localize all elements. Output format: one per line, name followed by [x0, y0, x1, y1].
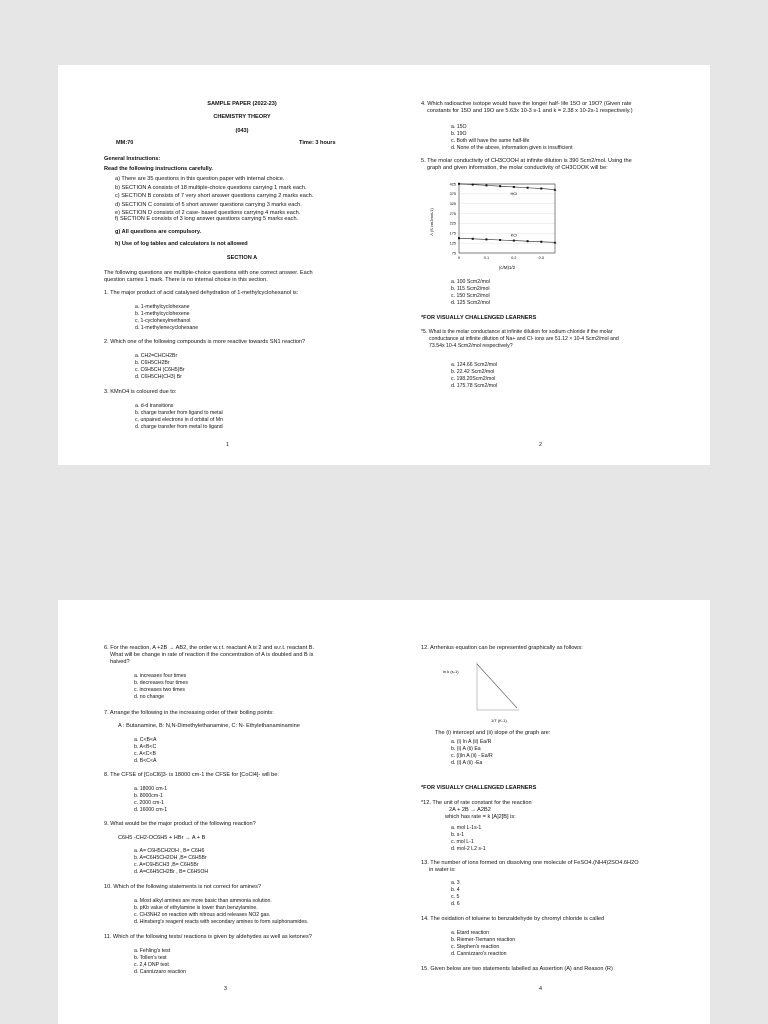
page-number: 2: [539, 442, 542, 448]
option: c. 5: [451, 893, 460, 900]
question-5-alt: 73.54x 10-4 Scm2/mol respectively?: [429, 343, 513, 349]
y-tick-label: 275: [449, 211, 456, 216]
question-3-options: [135, 403, 223, 430]
page-number: 4: [539, 986, 542, 992]
option: a. 100 Scm2/mol: [451, 279, 490, 285]
question-15: 15. Given below are two statements labelled as Assertion (A) and Reason (R): [421, 966, 613, 972]
arrhenius-line: [477, 664, 517, 708]
option: d. Cannizzaro's reaction: [451, 950, 507, 957]
instruction-item: g) All questions are compulsory.: [115, 229, 202, 236]
option: a. 1-methylcyclohexane: [135, 304, 190, 310]
y-tick-label: 125: [449, 241, 456, 246]
option: a. increases four times: [134, 673, 187, 679]
question-8: 8. The CFSE of [CoCl6]3- is 18000 cm-1 the CFSE for [CoCl4]- will be:: [104, 772, 279, 778]
option: b. 22.42 Scm2/mol: [451, 368, 495, 375]
option: b. charge transfer from ligand to metal: [135, 409, 223, 416]
option: c. CH3NH2 on reaction with nitrous acid releases NO2 gas.: [134, 911, 271, 918]
option: c. unpaired electrons in d orbital of Mn: [135, 416, 223, 423]
question-4: 4. Which radioactive isotope would have the longer half- life 15O or 19O? (Given rate: [421, 101, 632, 107]
page-number: 1: [226, 442, 229, 448]
option: d. 175.78 Scm2/mol: [451, 382, 498, 389]
x-axis-label: (c/M)1/2: [498, 265, 516, 270]
instruction-item: a) There are 35 questions in this question paper with internal choice.: [115, 176, 285, 182]
option: b. A<B<C: [134, 743, 157, 750]
question-12-alt: 2A + 2B → A2B2: [449, 807, 491, 813]
option: b. C6H5CH2Br: [135, 359, 170, 366]
x-tick-label: 0.1: [483, 256, 490, 260]
option: a. CH2=CHCH2Br: [135, 353, 178, 359]
x-tick-label: 0.3: [538, 256, 544, 260]
data-point: [472, 238, 474, 240]
question-5-alt: *5. What is the molar conductance at infinite dilution for sodium chloride if the molar: [421, 329, 613, 335]
option: a. C<B<A: [134, 737, 157, 743]
question-13: 13. The number of ions formed on dissolving one molecule of FeSO4.(NH4)2SO4.6H2O: [421, 860, 639, 866]
y-tick-label: 425: [449, 182, 456, 187]
option: d. 6: [451, 900, 460, 907]
option: a. 124.66 Scm2/mol: [451, 362, 498, 368]
option: a. d-d transitions: [135, 403, 174, 409]
question-9: 9. What would be the major product of the following reaction?: [104, 821, 256, 827]
question-7-options: [134, 737, 157, 764]
visually-challenged-heading: *FOR VISUALLY CHALLENGED LEARNERS: [421, 315, 537, 321]
question-11-options: [134, 948, 186, 975]
page-number: 3: [224, 986, 227, 992]
option: d. A=C6H5CH2Br , B= C6H5OH: [134, 868, 209, 875]
question-14: 14. The oxidation of toluene to benzaldehyde by chromyl chloride is called: [421, 916, 605, 922]
option: c. 150 Scm2/mol: [451, 292, 490, 299]
question-12-alt-options: [451, 825, 486, 852]
question-7: 7. Arrange the following in the increasing order of their boiling points:: [104, 710, 274, 716]
option: c. mol L-1: [451, 838, 474, 845]
option: b. 115 Scm2/mol: [451, 285, 490, 292]
question-12: 12. Arrhenius equation can be represented graphically as follows:: [421, 645, 583, 651]
y-tick-label: 325: [449, 202, 456, 207]
y-axis-label: Λ (S cm2mol-1): [429, 208, 434, 236]
instructions-read: Read the following instructions carefully.: [104, 166, 213, 172]
x-tick-label: 0: [457, 256, 461, 260]
option: d. C6H5CH(CH3) Br: [135, 373, 182, 380]
option: b. A=C6H5CH2OH ,B= C6H5Br: [134, 854, 207, 861]
option: d. Cannizzaro reaction: [134, 968, 186, 975]
option: d. (i) A (ii) -Ea: [451, 759, 483, 766]
option: d. Hinsberg's reagent reacts with secondary amines to form sulphonamides.: [134, 918, 309, 925]
option: c. Both will have the same half-life: [451, 137, 530, 144]
instruction-item: d) SECTION C consists of 5 short answer questions carrying 3 marks each.: [115, 201, 302, 208]
question-3: 3. KMnO4 is coloured due to:: [104, 389, 177, 395]
question-7-compounds: A : Butanamine, B: N,N-Dimethylethanamine, C: N- Ethylethanaminamine: [118, 723, 300, 729]
question-6: 6. For the reaction, A +2B → AB2, the order w.r.t. reactant A is 2 and w.r.t. reactant B.: [104, 645, 315, 651]
data-point: [499, 185, 501, 187]
option: b. decreases four times: [134, 679, 188, 686]
instructions-heading: General Instructions:: [104, 156, 161, 162]
question-13-options: [451, 880, 460, 907]
question-5: 5. The molar conductivity of CH3COOH at infinite dilution is 390 Scm2/mol. Using the: [421, 158, 632, 164]
section-a-intro: The following questions are multiple-choice questions with one correct answer. Each: [104, 270, 313, 276]
data-point: [527, 187, 529, 189]
series-label: KCl: [510, 232, 518, 238]
option: c. 198.20Scm2/mol: [451, 375, 496, 382]
instruction-item: e) SECTION D consists of 2 case- based questions carrying 4 marks each.: [115, 210, 301, 217]
section-a-heading: SECTION A: [226, 255, 258, 261]
question-10: 10. Which of the following statements is not correct for amines?: [104, 884, 262, 890]
option: c. A<C<B: [134, 750, 156, 757]
question-6: What will be change in rate of reaction if the concentration of A is doubled and B is: [110, 652, 314, 658]
instructions-list: [115, 175, 313, 249]
question-6: halved?: [110, 659, 130, 665]
question-8-options: [134, 786, 167, 813]
question-6-options: [134, 673, 188, 700]
option: b. 19O: [451, 130, 467, 137]
option: b. Riemer-Tiemann reaction: [451, 936, 516, 943]
instruction-item: c) SECTION B consists of 7 very short answer questions carrying 2 marks each.: [115, 193, 314, 200]
option: c. (i)ln A (ii) - Ea/R: [451, 752, 493, 759]
option: a. Etard reaction: [451, 930, 490, 936]
sheet-pages-3-4: [58, 600, 710, 1024]
option: c. 2,4 DNP test: [134, 961, 169, 968]
question-5-alt: conductance at infinite dilution of Na+ and Cl- ions are 51.12 × 10-4 Scm2/mol and: [429, 336, 619, 342]
option: c. increases two times: [134, 686, 186, 693]
option: c. 1-cyclohexylmethanol: [135, 317, 191, 324]
data-point: [513, 186, 515, 188]
option: c. C6H5CH (C6H5)Br: [135, 366, 185, 373]
option: b. 4: [451, 886, 460, 893]
question-4-options: [451, 124, 573, 151]
data-point: [485, 238, 487, 240]
option: b. (i) A (ii) Ea: [451, 745, 481, 752]
question-5: graph and given information, the molar conductivity of CH3COOK will be:: [427, 165, 608, 171]
data-point: [485, 184, 487, 186]
option: a. A= C6H5CH2OH , B= C6H6: [134, 848, 205, 854]
question-5-options: [451, 279, 490, 306]
question-1-options: [135, 304, 198, 331]
option: b. s-1: [451, 831, 464, 838]
option: d. charge transfer from metal to ligand: [135, 423, 223, 430]
graph-y-label: ln k (s-1): [443, 669, 459, 674]
option: a. Fehling's test: [134, 948, 171, 954]
y-tick-label: 225: [449, 221, 456, 226]
question-12-sub: The (i) intercept and (ii) slope of the graph are:: [435, 730, 551, 736]
question-9-options: [134, 848, 208, 875]
question-5-alt-options: [451, 362, 497, 389]
y-tick-label: 75: [451, 251, 456, 256]
paper-code: (043): [235, 128, 249, 134]
option: c. Stephen's reaction: [451, 943, 500, 950]
instruction-item: f) SECTION E consists of 3 long answer questions carrying 5 marks each.: [115, 216, 299, 223]
arrhenius-graph: [441, 660, 521, 726]
visually-challenged-heading: *FOR VISUALLY CHALLENGED LEARNERS: [421, 785, 537, 791]
section-a-intro: question carries 1 mark. There is no internal choice in this section.: [104, 277, 268, 283]
data-point: [472, 184, 474, 186]
question-14-options: [451, 930, 515, 957]
data-point: [513, 240, 515, 242]
question-2: 2. Which one of the following compounds is more reactive towards SN1 reaction?: [104, 339, 306, 345]
data-point: [458, 183, 460, 185]
x-tick-label: 0.2: [511, 256, 517, 260]
data-point: [540, 188, 542, 190]
data-point: [458, 237, 460, 239]
instruction-item: h) Use of log tables and calculators is not allowed: [115, 240, 248, 247]
question-12-options: [451, 739, 493, 766]
option: b. 8000cm-1: [134, 792, 163, 799]
question-10-options: [134, 898, 308, 925]
option: a. Most alkyl amines are more basic than ammonia solution.: [134, 898, 272, 904]
question-12-alt: *12. The unit of rate constant for the reaction: [421, 800, 532, 806]
time-allowed: Time: 3 hours: [299, 140, 336, 146]
question-12-alt: which has rate = k [A]2[B] is:: [445, 814, 516, 820]
option: c. A=C6H5CH3 ,B= C6H5Br: [134, 861, 199, 868]
instruction-item: b) SECTION A consists of 18 multiple-choice questions carrying 1 mark each.: [115, 184, 307, 191]
option: a. 3: [451, 880, 460, 886]
y-tick-label: 175: [449, 231, 456, 236]
data-point: [527, 240, 529, 242]
option: d. 1-methylenecyclohexane: [135, 324, 199, 331]
conductivity-chart: [427, 181, 562, 275]
option: a. 15O: [451, 124, 467, 130]
option: d. mol-2 L2 s-1: [451, 845, 486, 852]
option: d. no change: [134, 693, 164, 700]
question-13: in water is:: [429, 867, 456, 873]
option: b. pKb value of ethylamine is lower than benzylamine.: [134, 904, 258, 911]
y-tick-label: 375: [449, 192, 456, 197]
option: b. 1-methylcyclohexene: [135, 310, 190, 317]
option: c. 2000 cm-1: [134, 799, 164, 806]
option: b. Tollen's test: [134, 954, 167, 961]
question-11: 11. Which of the following tests/ reactions is given by aldehydes as well as ketones?: [104, 934, 312, 940]
option: d. 125 Scm2/mol: [451, 299, 490, 306]
data-point: [499, 239, 501, 241]
option: d. None of the above, information given is insufficient: [451, 144, 573, 151]
paper-title: SAMPLE PAPER (2022-23): [207, 101, 277, 107]
option: a. (i) ln A (ii) Ea/R: [451, 739, 492, 745]
max-marks: MM:70: [116, 140, 134, 146]
series-label: HCl: [510, 190, 518, 196]
sheet-pages-1-2: [58, 65, 710, 465]
question-9-reaction: C6H5 -CH2-OC6H5 + HBr → A + B: [118, 835, 206, 841]
question-4: constants for 15O and 19O are 5.63x 10-3 s-1 and k = 2.38 x 10-2s-1 respectively.): [427, 108, 633, 114]
option: a. 18000 cm-1: [134, 786, 168, 792]
question-1: 1. The major product of acid catalysed dehydration of 1-methylcyclohexanol is:: [104, 290, 299, 296]
option: d. 16000 cm-1: [134, 806, 168, 813]
option: d. B<C<A: [134, 757, 157, 764]
question-2-options: [135, 353, 185, 380]
graph-x-label: 1/T (K-1): [491, 718, 507, 723]
option: a. mol L-1s-1: [451, 825, 482, 831]
data-point: [540, 241, 542, 243]
paper-subject: CHEMISTRY THEORY: [213, 114, 271, 120]
